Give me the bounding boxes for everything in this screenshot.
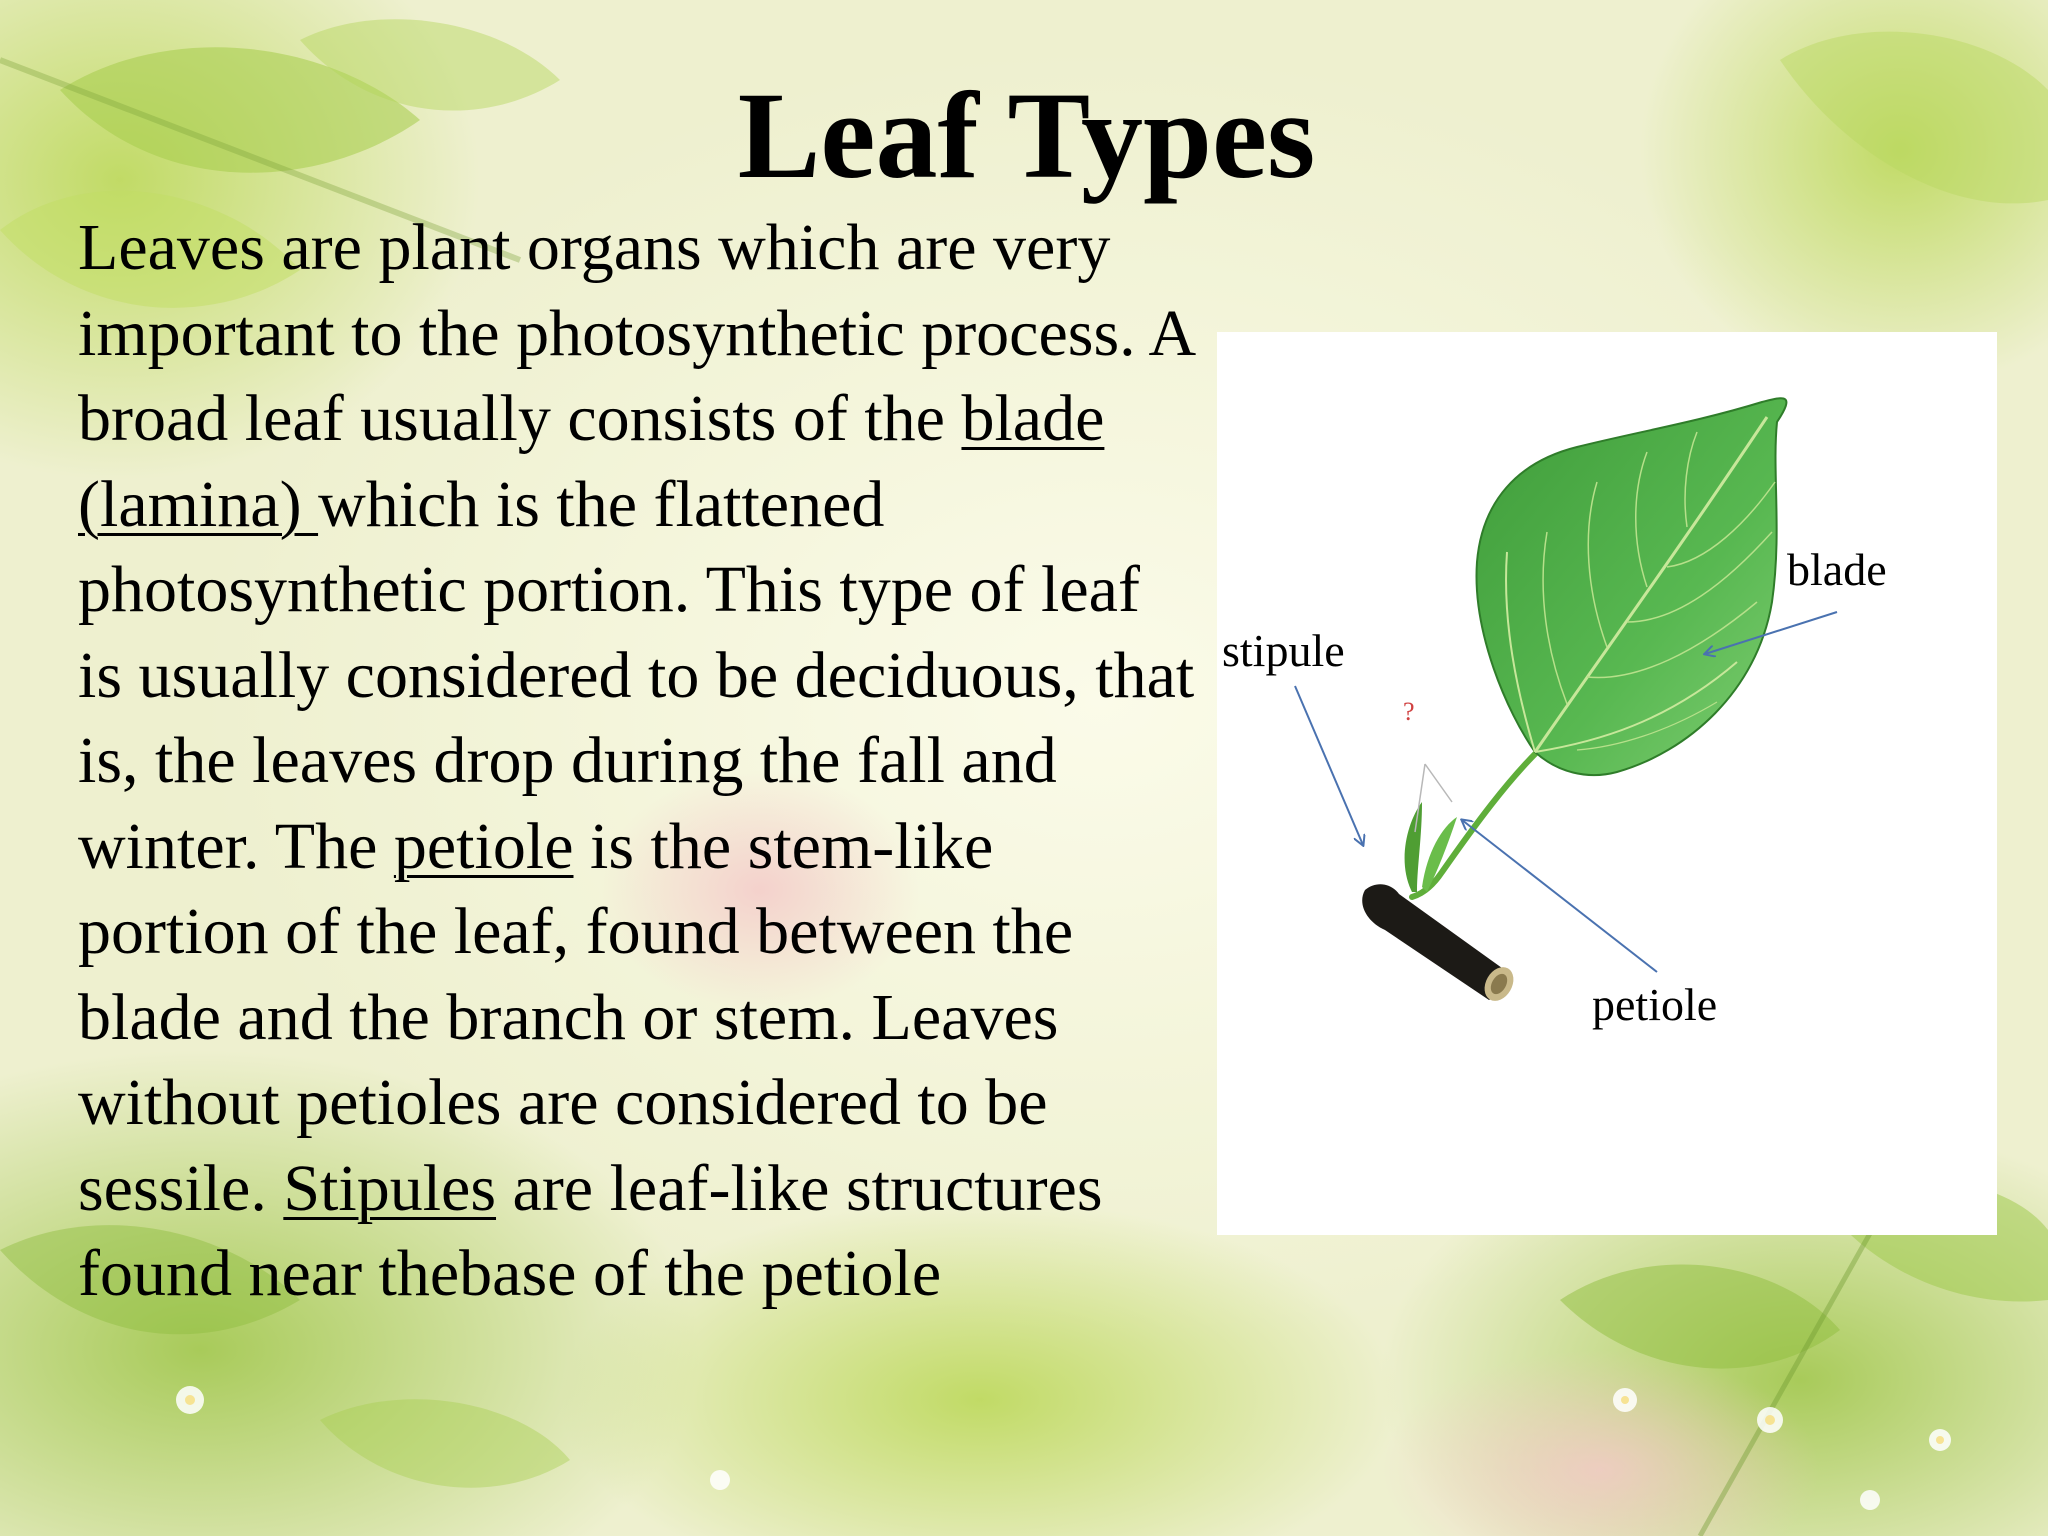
stipule-arrow	[1295, 686, 1363, 845]
term-petiole: petiole	[393, 809, 574, 883]
label-question-mark: ?	[1403, 697, 1415, 726]
leaf-diagram	[1217, 332, 1997, 1235]
branch-shape	[1362, 884, 1519, 1006]
label-stipule: stipule	[1222, 625, 1345, 676]
term-stipules: Stipules	[283, 1151, 497, 1225]
term-blade: blade (lamina)	[78, 382, 1105, 541]
slide-title: Leaf Types	[737, 67, 1316, 204]
paragraph-text-1: Leaves are plant organs which are very important to the photosynthetic process. A broad leaf usually consists of the	[78, 211, 1193, 455]
body-paragraph	[78, 205, 1198, 1317]
stipule-shapes	[1405, 764, 1457, 892]
label-petiole: petiole	[1592, 979, 1718, 1030]
paragraph-text-2: which is the flattened photosynthetic portion. This type of leaf is usually considered to be deciduous, that is, the leaves drop during the fall and winter. The	[78, 467, 1195, 883]
paragraph-text-3: is the stem-like portion of the leaf, found between the blade and the branch or stem. Leaves without petioles are considered to be sessile.	[78, 809, 1074, 1225]
leaf-blade-shape	[1477, 398, 1787, 775]
paragraph-text-4: are leaf-like structures found near thebase of the petiole	[78, 1151, 1103, 1310]
leaf-illustration	[1217, 332, 1997, 1235]
label-blade: blade	[1787, 544, 1887, 595]
petiole-arrow	[1462, 820, 1657, 972]
